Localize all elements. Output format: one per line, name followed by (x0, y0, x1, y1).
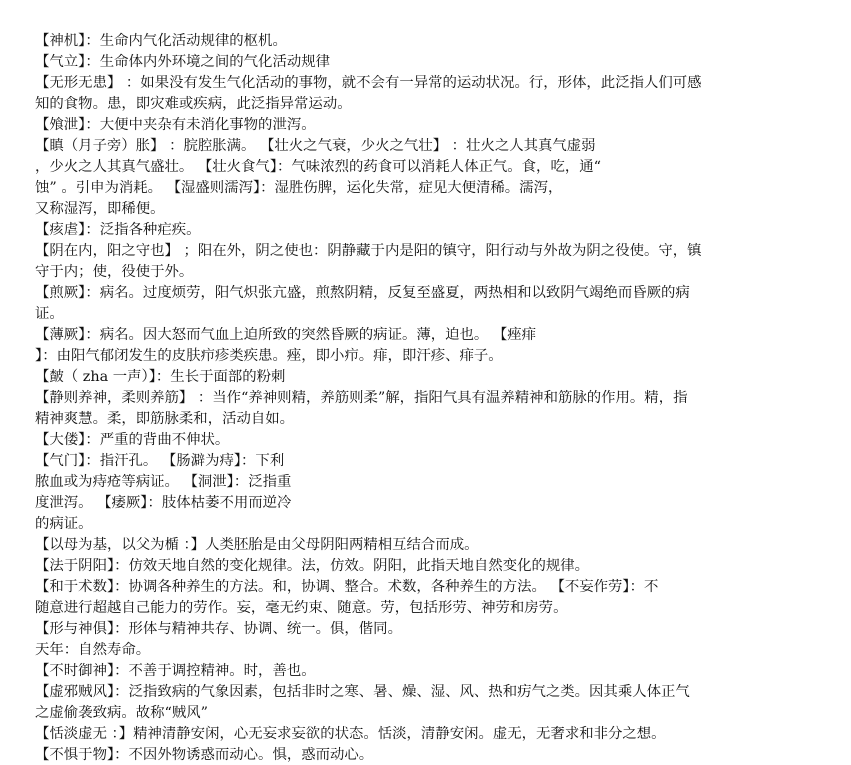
text-line: 【皶（ zha 一声）】：生长于面部的粉刺 (35, 369, 286, 385)
text-line: 天年：自然寿命。 (35, 642, 151, 658)
text-line: 知的食物。患，即灾难或疾病，此泛指异常运动。 (35, 96, 352, 112)
text-line: 【不时御神】：不善于调控精神。时，善也。 (35, 663, 316, 679)
text-line: 【阴在内，阳之守也】 ；阳在外，阴之使也：阴静藏于内是阳的镇守，阳行动与外故为阴之役使。守，镇 (35, 243, 702, 259)
text-line: 【痎虐】：泛指各种疟疾。 (35, 222, 201, 238)
text-line: 蚀” 。引申为消耗。 【湿盛则濡泻】：湿胜伤脾，运化失常，症见大便清稀。濡泻， (35, 180, 563, 196)
text-line: 【煎厥】：病名。过度烦劳，阳气炽张亢盛，煎熬阴精，反复至盛夏，两热相和以致阴气竭绝而昏厥的病 (35, 285, 690, 301)
text-line: 【薄厥】：病名。因大怒而气血上迫所致的突然昏厥的病证。薄，迫也。 【痤痱 (35, 327, 537, 343)
text-line: 【恬淡虚无 ：】精神清静安闲，心无妄求妄欲的状态。恬淡，清静安闲。虚无，无奢求和非分之想。 (35, 726, 666, 742)
text-line: 【气立】：生命体内外环境之间的气化活动规律 (35, 54, 331, 70)
text-line: 又称湿泻，即稀便。 (35, 201, 165, 217)
text-line: 【瞋（月子旁）胀】 ：脘腔胀满。 【壮火之气衰，少火之气壮】 ：壮火之人其真气虚弱 (35, 138, 596, 154)
text-line: 】：由阳气郁闭发生的皮肤疖疹类疾患。痤，即小疖。痱，即汗疹、痱子。 (35, 348, 503, 364)
text-line: 证。 (35, 306, 64, 322)
text-line: 【静则养神，柔则养筋】 ：当作“养神则精，养筋则柔”解，指阳气具有温养精神和筋脉的作用。精，指 (35, 390, 688, 406)
text-line: ，少火之人其真气盛壮。 【壮火食气】：气味浓烈的药食可以消耗人体正气。食，吃，通“ (35, 159, 601, 175)
text-line: 【神机】：生命内气化活动规律的枢机。 (35, 33, 287, 49)
text-line: 【法于阴阳】：仿效天地自然的变化规律。法，仿效。阴阳，此指天地自然变化的规律。 (35, 558, 590, 574)
text-line: 【无形无患】 ：如果没有发生气化活动的事物，就不会有一异常的运动状况。行，形体，此泛指人们可感 (35, 75, 702, 91)
text-line: 【气门】：指汗孔。 【肠澼为痔】：下利 (35, 453, 285, 469)
text-line: 【大偻】：严重的背曲不伸状。 (35, 432, 230, 448)
text-line: 随意进行超越自己能力的劳作。妄，毫无约束、随意。劳，包括形劳、神劳和房劳。 (35, 600, 568, 616)
text-line: 【以母为基，以父为楯 ：】人类胚胎是由父母阴阳两精相互结合而成。 (35, 537, 479, 553)
text-line: 【和于术数】：协调各种养生的方法。和，协调、整合。术数，各种养生的方法。 【不妄作劳】：不 (35, 579, 659, 595)
text-line: 度泄泻。 【痿厥】：肢体枯萎不用而逆冷 (35, 495, 292, 511)
text-line: 精神爽慧。柔，即筋脉柔和，活动自如。 (35, 411, 295, 427)
text-line: 的病证。 (35, 516, 93, 532)
text-line: 脓血或为痔疮等病证。 【洞泄】：泛指重 (35, 474, 292, 490)
text-line: 【不惧于物】：不因外物诱惑而动心。惧，惑而动心。 (35, 747, 374, 763)
text-line: 【形与神俱】：形体与精神共存、协调、统一。俱，偕同。 (35, 621, 402, 637)
text-line: 守于内；使，役使于外。 (35, 264, 194, 280)
text-line: 【虚邪贼风】：泛指致病的气象因素，包括非时之寒、暑、燥、湿、风、热和疠气之类。因其乘人体正气 (35, 684, 690, 700)
text-line: 之虚偷袭致病。故称“贼风” (35, 705, 209, 721)
text-line: 【飧泄】：大便中夹杂有未消化事物的泄泻。 (35, 117, 316, 133)
